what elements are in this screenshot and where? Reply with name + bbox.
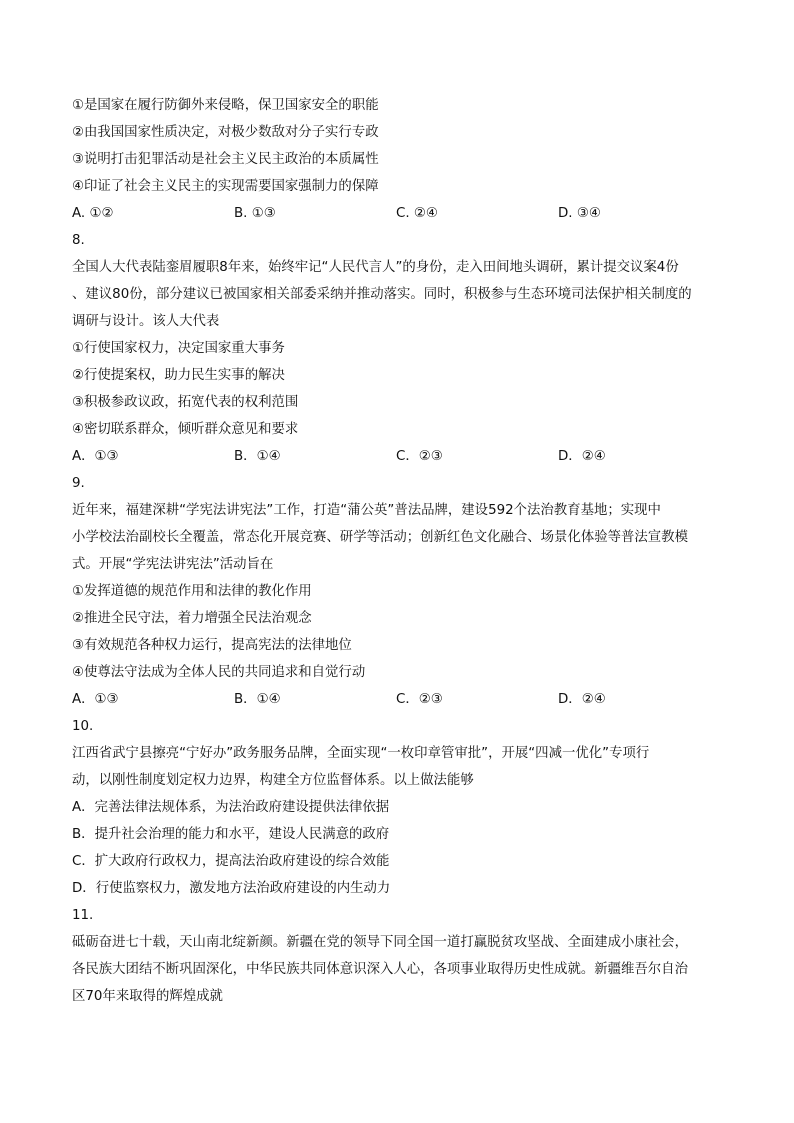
q7-item-1: ①是国家在履行防御外来侵略，保卫国家安全的职能 — [72, 98, 379, 113]
q8-item-3: ③积极参政议政，拓宽代表的权利范围 — [72, 395, 299, 410]
q10-choice-b: B．提升社会治理的能力和水平，建设人民满意的政府 — [72, 827, 390, 842]
q9-stem-line-2: 小学校法治副校长全覆盖，常态化开展竞赛、研学等活动；创新红色文化融合、场景化体验等普法宣教模 — [72, 530, 688, 545]
q9-options — [72, 686, 730, 713]
q8-option-c: C．②③ — [396, 449, 443, 464]
q9-option-a: A．①③ — [72, 692, 119, 707]
q10-stem-line-1: 江西省武宁县擦亮“宁好办”政务服务品牌，全面实现“一枚印章管审批”，开展“四减一优化”专项行 — [72, 746, 650, 761]
q8-stem-line-2: 、建议80份，部分建议已被国家相关部委采纳并推动落实。同时，积极参与生态环境司法保护相关制度的 — [72, 287, 692, 302]
q8-option-b: B．①④ — [234, 449, 281, 464]
q8-option-d: D．②④ — [558, 449, 606, 464]
q10-choice-c: C．扩大政府行政权力，提高法治政府建设的综合效能 — [72, 854, 390, 869]
q9-stem-line-1: 近年来，福建深耕“学宪法讲宪法”工作，打造“蒲公英”普法品牌，建设592个法治教育基地；实现中 — [72, 503, 661, 518]
q8-item-4: ④密切联系群众，倾听群众意见和要求 — [72, 422, 299, 437]
q9-option-b: B．①④ — [234, 692, 281, 707]
question-9 — [72, 470, 730, 713]
q9-item-1: ①发挥道德的规范作用和法律的教化作用 — [72, 584, 312, 599]
q11-stem-line-1: 砥砺奋进七十载，天山南北绽新颜。新疆在党的领导下同全国一道打赢脱贫攻坚战、全面建成小康社会， — [72, 935, 688, 950]
q8-item-1: ①行使国家权力，决定国家重大事务 — [72, 341, 285, 356]
q7-option-b: B. ①③ — [234, 206, 276, 221]
q9-stem-line-3: 式。开展“学宪法讲宪法”活动旨在 — [72, 557, 274, 572]
q8-options — [72, 443, 730, 470]
q11-stem-line-3: 区70年来取得的辉煌成就 — [72, 989, 223, 1004]
q7-item-3: ③说明打击犯罪活动是社会主义民主政治的本质属性 — [72, 152, 379, 167]
q8-number: 8. — [72, 233, 85, 248]
q9-item-2: ②推进全民守法，着力增强全民法治观念 — [72, 611, 312, 626]
q8-item-2: ②行使提案权，助力民生实事的解决 — [72, 368, 285, 383]
q9-item-3: ③有效规范各种权力运行，提高宪法的法律地位 — [72, 638, 352, 653]
question-8 — [72, 227, 730, 470]
question-11 — [72, 902, 730, 1010]
q10-choice-a: A．完善法律法规体系，为法治政府建设提供法律依据 — [72, 800, 390, 815]
q8-stem-line-3: 调研与设计。该人大代表 — [72, 314, 220, 329]
q7-option-d: D. ③④ — [558, 206, 601, 221]
q9-option-d: D．②④ — [558, 692, 606, 707]
q8-stem-line-1: 全国人大代表陆銮眉履职8年来，始终牢记“人民代言人”的身份，走入田间地头调研，累计提交议案4份 — [72, 260, 679, 275]
q9-number: 9. — [72, 476, 85, 491]
q10-stem-line-2: 动，以刚性制度划定权力边界，构建全方位监督体系。以上做法能够 — [72, 773, 474, 788]
q9-item-4: ④使尊法守法成为全体人民的共同追求和自觉行动 — [72, 665, 366, 680]
q10-choice-d: D．行使监察权力，激发地方法治政府建设的内生动力 — [72, 881, 391, 896]
q10-number: 10. — [72, 719, 94, 734]
q11-number: 11. — [72, 908, 94, 923]
q9-option-c: C．②③ — [396, 692, 443, 707]
q7-option-c: C. ②④ — [396, 206, 438, 221]
question-10 — [72, 713, 730, 902]
q7-item-2: ②由我国国家性质决定，对极少数敌对分子实行专政 — [72, 125, 379, 140]
question-7 — [72, 92, 730, 227]
q7-options — [72, 200, 730, 227]
q7-option-a: A. ①② — [72, 206, 114, 221]
q7-item-4: ④印证了社会主义民主的实现需要国家强制力的保障 — [72, 179, 379, 194]
q11-stem-line-2: 各民族大团结不断巩固深化，中华民族共同体意识深入人心，各项事业取得历史性成就。新疆维吾尔自治 — [72, 962, 688, 977]
q8-option-a: A．①③ — [72, 449, 119, 464]
